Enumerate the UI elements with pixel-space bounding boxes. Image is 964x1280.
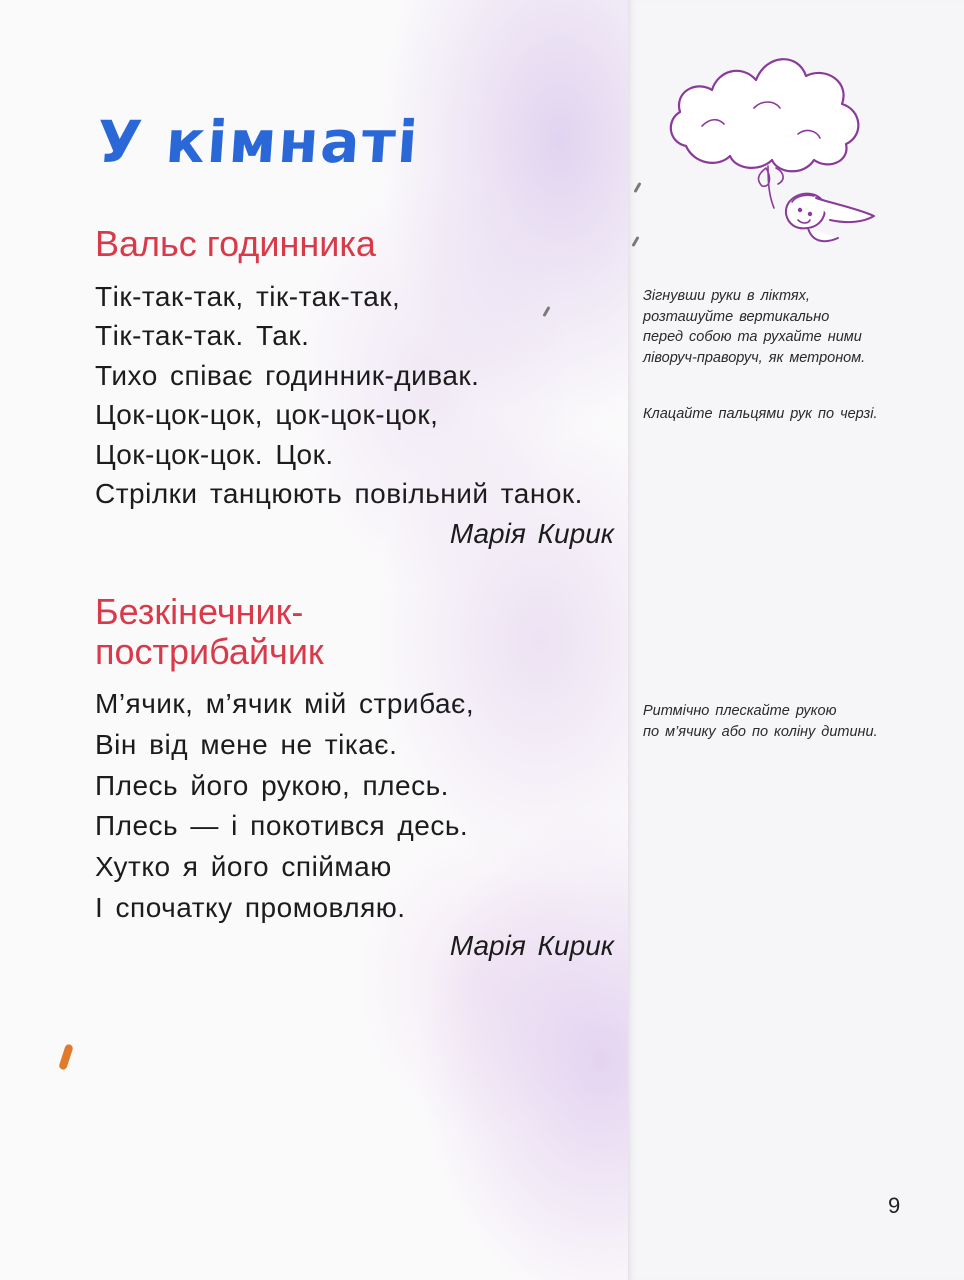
poem-line: Цок-цок-цок. Цок. — [95, 439, 334, 470]
poem-line: І спочатку промовляю. — [95, 892, 406, 923]
poem-line: Тихо співає годинник-дивак. — [95, 360, 480, 391]
poem-title-waltz: Вальс годинника — [95, 223, 376, 264]
page-title: У кімнаті — [94, 108, 422, 176]
instruction-note-clap — [643, 701, 878, 742]
poem-line: Тік-так-так, тік-так-так, — [95, 281, 401, 312]
poem-title-endless-line2: пострибайчик — [95, 631, 324, 672]
note-line: розташуйте вертикально — [643, 308, 830, 325]
poem-title-endless-line1: Безкінечник- — [95, 591, 304, 632]
note-line: по м’ячику або по коліну дитини. — [643, 723, 878, 740]
poem-line: Хутко я його спіймаю — [95, 851, 392, 882]
poem-line: Плесь — і покотився десь. — [95, 810, 469, 841]
note-line: Клацайте пальцями рук по черзі. — [643, 406, 878, 422]
poem-line: М’ячик, м’ячик мій стрибає, — [95, 688, 475, 719]
poem-author: Марія Кирик — [449, 518, 614, 549]
cloud-girl-illustration — [658, 38, 898, 248]
instruction-note-snap — [643, 404, 878, 425]
note-line: Ритмічно плескайте рукою — [643, 703, 837, 719]
poem-line: Стрілки танцюють повільний танок. — [95, 478, 583, 509]
page-number: 9 — [888, 1193, 901, 1218]
note-line: ліворуч-праворуч, як метроном. — [643, 349, 866, 366]
poem-author: Марія Кирик — [449, 930, 614, 961]
poem-line: Тік-так-так. Так. — [95, 320, 310, 351]
poem-line: Плесь його рукою, плесь. — [95, 770, 449, 801]
instruction-note-metronome — [643, 286, 865, 368]
poem-line: Цок-цок-цок, цок-цок-цок, — [95, 399, 439, 430]
note-line: Зігнувши руки в ліктях, — [643, 288, 810, 304]
note-line: перед собою та рухайте ними — [643, 329, 862, 345]
poem-line: Він від мене не тікає. — [95, 729, 398, 760]
